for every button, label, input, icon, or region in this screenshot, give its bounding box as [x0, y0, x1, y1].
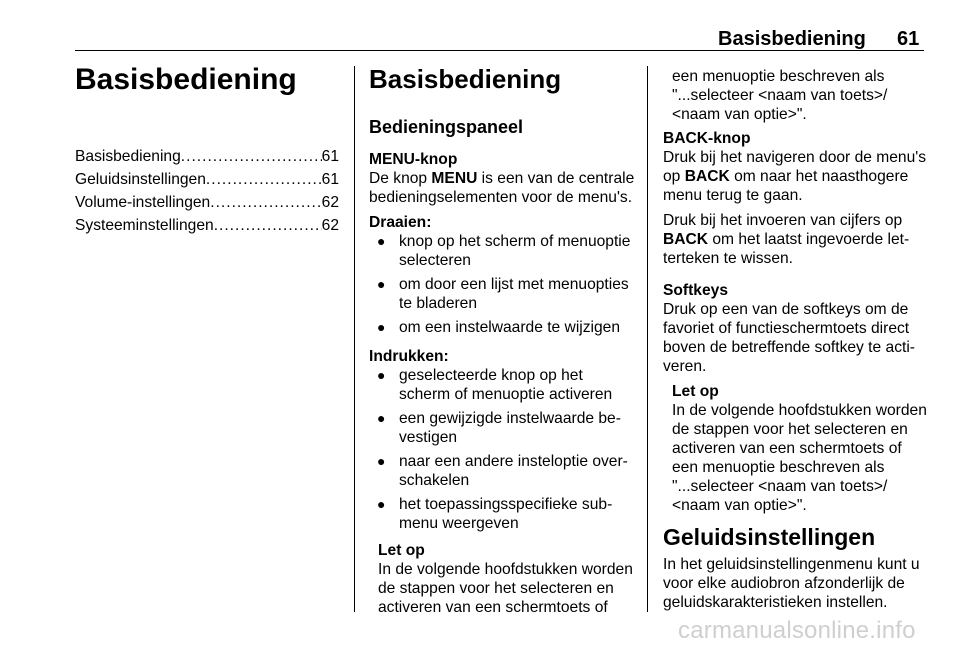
menu-knop-heading: MENU-knop: [369, 151, 458, 168]
subsection-title: Bedieningspaneel: [369, 117, 524, 137]
toc-leader: [206, 168, 322, 191]
toc-entry-label: Geluidsinstellingen: [75, 171, 206, 188]
toc-entry-page: 62: [321, 217, 339, 234]
list-item: ● naar een andere insteloptie overschakelen: [377, 453, 628, 489]
bullet-icon: ●: [377, 233, 386, 249]
page-number: 61: [897, 28, 920, 50]
chapter-title: Basisbediening: [75, 63, 297, 96]
watermark: carmanualsonline.info: [678, 617, 916, 644]
note-box: [672, 382, 927, 515]
indrukken-heading: Indrukken:: [369, 348, 449, 365]
list-item: ● geselecteerde knop op het scherm of menuoptie activeren: [377, 367, 613, 403]
bullet-icon: ●: [377, 453, 386, 469]
toc-leader: [181, 145, 322, 168]
note-box: [378, 541, 637, 617]
bullet-icon: ●: [377, 410, 386, 426]
toc-entry-label: Systeeminstellingen: [75, 217, 214, 234]
draaien-heading: Draaien:: [369, 214, 432, 231]
note-text: In de volgende hoofdstukken worden de stappen voor het selecteren en activeren van een schermtoets of een menuoptie beschreven als "...selecteer <naam van toets>/ <naam van optie>".: [672, 402, 927, 514]
column-divider-1: [354, 66, 355, 612]
toc-entry[interactable]: [75, 191, 339, 214]
running-header-title: Basisbediening: [718, 28, 866, 50]
note-continued-text: een menuoptie beschreven als "...selecteer <naam van toets>/ <naam van optie>".: [672, 68, 888, 123]
toc-entry-page: 62: [321, 194, 339, 211]
table-of-contents: [75, 145, 339, 237]
section-title: Basisbediening: [369, 64, 562, 94]
note-text: In de volgende hoofdstukken worden de stappen voor het selecteren en activeren van een schermtoets of: [378, 561, 633, 616]
bullet-icon: ●: [377, 319, 386, 335]
toc-leader: [210, 191, 321, 214]
back-knop-text-1: Druk bij het navigeren door de menu's op BACK om naar het naasthogere menu terug te gaan.: [663, 149, 927, 204]
back-knop-text-2: Druk bij het invoeren van cijfers op BACK om het laatst ingevoerde letterteken te wissen.: [663, 212, 910, 267]
toc-entry-label: Volume-instellingen: [75, 194, 211, 211]
list-item: ● om een instelwaarde te wijzigen: [377, 319, 621, 336]
geluid-text: In het geluidsinstellingenmenu kunt u voor elke audiobron afzonderlijk de geluidskarakteristieken instellen.: [663, 556, 920, 611]
column-2: [369, 64, 637, 617]
toc-entry-page: 61: [321, 171, 339, 188]
back-keyword: BACK: [663, 231, 709, 248]
back-knop-heading: BACK-knop: [663, 130, 751, 147]
list-item: ● een gewijzigde instelwaarde bevestigen: [377, 410, 621, 446]
softkeys-heading: Softkeys: [663, 282, 729, 299]
bullet-icon: ●: [377, 496, 386, 512]
back-keyword: BACK: [684, 168, 730, 185]
note-heading: Let op: [378, 542, 425, 559]
softkeys-text: Druk op een van de softkeys om de favoriet of functieschermtoets direct boven de betreffende softkey te activeren.: [663, 301, 915, 375]
toc-entry-page: 61: [321, 148, 339, 165]
bullet-icon: ●: [377, 367, 386, 383]
menu-knop-text: De knop MENU is een van de centrale bedieningselementen voor de menu's.: [369, 170, 635, 206]
list-item: ● het toepassingsspecifieke submenu weergeven: [377, 496, 613, 532]
list-item: ● om door een lijst met menuopties te bladeren: [377, 276, 629, 312]
toc-entry[interactable]: [75, 168, 339, 191]
header-rule: [75, 50, 924, 51]
toc-leader: [214, 214, 322, 237]
bullet-icon: ●: [377, 276, 386, 292]
column-3: [663, 67, 927, 612]
column-divider-2: [647, 66, 648, 612]
menu-keyword: MENU: [431, 170, 478, 187]
toc-entry[interactable]: [75, 145, 339, 168]
note-heading: Let op: [672, 383, 719, 400]
list-item: ● knop op het scherm of menuoptie selecteren: [377, 233, 631, 269]
section-title-geluid: Geluidsinstellingen: [663, 524, 876, 550]
toc-entry[interactable]: [75, 214, 339, 237]
toc-entry-label: Basisbediening: [75, 148, 181, 165]
